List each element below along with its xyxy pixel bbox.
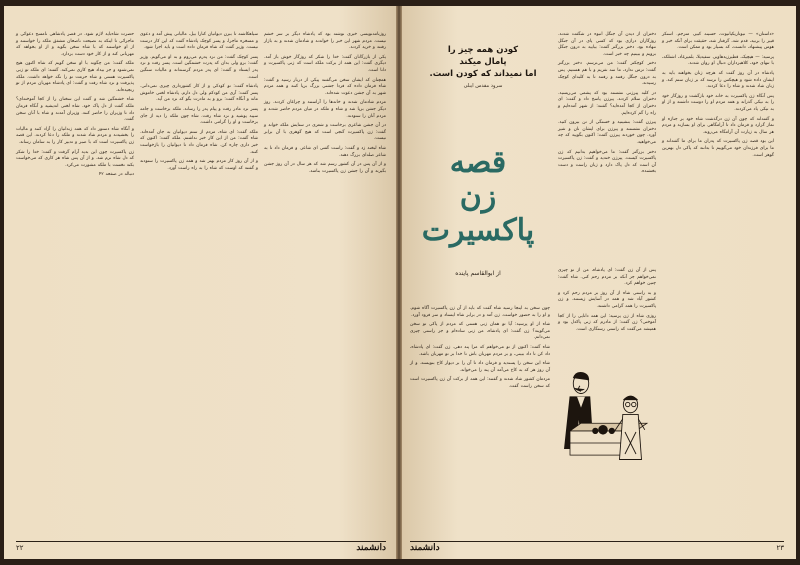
paragraph: زن پاکسیرت چون این بدید آرام گرفت و گفت: خدا را شکر که دل شاه نرم شد. و از آن پس شاه هر کاری که می‌خواست بکند نخست با ملکه مشورت می‌کرد. <box>16 149 134 168</box>
right-page-column-a <box>558 32 656 264</box>
paragraph: پیرزن گفت: بنشینید و خستگی از تن بیرون کنید. دختران نشستند و پیرزن برای ایشان نان و شیر آورد. چون خوردند پیرزن گفت: اکنون بگویید که چه می‌خواهید. <box>558 120 656 145</box>
paragraph: یکی از بازرگانان گفت: خدا را شکر که روزگار خوش باز آمد. دیگری گفت: این همه از برکت ملکه است که زنی پاکسیرت و دانا است. <box>264 54 386 73</box>
paragraph: شاه خشمگین شد و گفت این سخنان را از کجا آموخته‌ای؟ ملکه گفت از دل پاک خود. شاه لختی اندیشید و آنگاه فرمان داد تا وزیران را حاضر کنند. وزیران آمدند و شاه با آنان سخن گفت. <box>16 97 134 123</box>
left-page-footer <box>16 541 386 554</box>
magazine-spread <box>4 6 796 559</box>
paragraph: دختران از دیدن آن جنگل انبوه در شگفت شدند. روزگاران درازی بود که کسی پای در آن جنگل ننهاده بود. دختر بزرگتر گفت: بیایید به درون جنگل برویم و ببینیم چه خبر است. <box>558 32 656 57</box>
epigraph-source: سرود مقدس ایبلی <box>463 83 503 89</box>
right-magazine-name: دانشمند <box>410 543 440 553</box>
paragraph: پس از آن زن گفت: ای پادشاه، من از تو چیزی نمی‌خواهم جز آنکه بر مردم رحم کنی. شاه گفت: چنین خواهم کرد. <box>558 268 656 287</box>
left-magazine-name: دانشمند <box>356 543 386 553</box>
paragraph: پس آنگاه زن پاکسیرت به خانه خود بازگشت و روزگار خود را به نیکی گذراند و همه مردم او را دوست داشتند و از او به نیکی یاد می‌کردند. <box>662 93 774 112</box>
paragraph: شاه لبخند زد و گفت: راست گفتی ای شاعر. و فرمان داد تا به شاعر صله‌ای بزرگ دهند. <box>264 145 386 158</box>
right-page-number: ۲۳ <box>776 544 784 552</box>
paragraph: شاه این سخن را پسندید و فرمان داد تا آن را بر دیوار کاخ بنویسند. و از آن روز هر که به کاخ می‌آمد آن پند را می‌خواند. <box>410 361 550 373</box>
paragraph: و آنگاه شاه دستور داد که همه زندانیان را آزاد کنند و مالیات را بخشیدند و مردم شاد شدند و ملکه را دعا کردند. این قصه زن پاکسیرت است که با صبر و تدبیر کار را به سامان رساند. <box>16 126 134 145</box>
paragraph: دنباله در صفحه ۴۲ <box>98 172 134 178</box>
right-page-column-b <box>410 306 550 537</box>
right-page-column-d <box>558 268 656 332</box>
left-page-column-1 <box>16 32 134 537</box>
paragraph: و از آن پس در آن کشور رسم شد که هر سال در آن روز جشن بگیرند و آن را جشن زن پاکسیرت بنامند. <box>264 162 386 174</box>
story-illustration <box>548 306 658 536</box>
right-page-column-c <box>662 32 774 537</box>
paragraph: ملکه گفت: ای شاه، مردم از ستم دیوانیان به جان آمده‌اند. شاه گفت: من از این کار خبر نداشتم. ملکه گفت: اکنون که خبر داری چاره کن. شاه فرمان داد تا دیوانیان را بازخواست کنند. <box>140 129 258 155</box>
paragraph: روزی شاه از زن پرسید: این همه دانایی را از کجا آموختی؟ زن گفت: از مادرم که زنی پاکدل بود و همیشه می‌گفت که راستی رستگاری است. <box>558 313 656 332</box>
paragraph: «داستان» — نیوتاریکیانیوت، حسینه کبیر، مترجم. اسنکر قبیر را برنید، قدم شد، گرفتار شد، حقیقت برای آنکه خبر و هوس پیشنهاد، دانست، که بسیار بود و ممکن است. <box>662 32 774 51</box>
paragraph: در آن جشن شاعری برخاست و شعری در ستایش ملکه خواند و گفت: زن پاکسیرت گنجی است که هیچ گوهری با آن برابر نیست. <box>264 123 386 142</box>
paragraph: و از آن روز کار مردم بهتر شد و همه زن پاکسیرت را ستودند و گفتند که اوست که شاه را به راه راست آورد. <box>140 159 258 171</box>
paragraph: چون سخن به اینجا رسید شاه گفت که باید از آن زن پاکسیرت آگاه شوم. و او را به حضور خواست. زن آمد و در برابر شاه ایستاد و سر فرود آورد. <box>410 306 550 318</box>
title-line-3: پاکسیرت <box>421 213 535 248</box>
paragraph: شاه گفت: اکنون از تو می‌خواهم که مرا پند دهی. زن گفت: ای پادشاه، داد کن تا داد ببینی، و بر مردم مهربان باش تا خدا بر تو مهربان باشد. <box>410 344 550 357</box>
story-epigraph <box>418 44 548 89</box>
paragraph: پادشاه گفت: تو کودکی و از کار کشورداری چیزی نمی‌دانی. پسر گفت: آری من کودکم ولی دل دارم. پادشاه لختی خاموش ماند و آنگاه گفت: برو و به مادرت بگو که نزد من آید. <box>140 84 258 103</box>
paragraph: دختر کوچکتر گفت: من می‌ترسم. دختر بزرگتر گفت: ترس ندارد، ما سه نفریم و با هم هستیم. پس به درون جنگل رفتند و رفتند تا به کلبه‌ای کوچک رسیدند. <box>558 61 656 87</box>
paragraph: پسر نزد مادر رفت و پیام پدر را رساند. ملکه برخاست و جامه سپید پوشید و نزد شاه رفت. شاه چون ملکه را دید از جای برخاست و او را گرامی داشت. <box>140 106 258 126</box>
story-author: از ابوالقاسم پاینده <box>455 270 501 277</box>
paragraph: مردمان کشور شاد شدند و گفتند: این همه از برکت آن زن پاکسیرت است که سخن راست گفت. <box>410 377 550 389</box>
paragraph: روزنامه‌نویسی خبری نوشته بود که پادشاه دیگر بر سر خشم نیست. مردم شهر این خبر را خواندند و شادمان شدند و به بازار رفتند و خرید کردند. <box>264 32 386 51</box>
title-line-1: قصه <box>449 145 507 180</box>
paragraph: دختر بزرگتر گفت: ما می‌خواهیم بدانیم که زن پاکسیرت کیست. پیرزن خندید و گفت: زن پاکسیرت آن است که دل پاک دارد و زبان راست و دست بخشنده. <box>558 149 656 175</box>
paragraph: این بود قصه زن پاکسیرت که پدران ما برای ما گفته‌اند و ما برای فرزندان خود می‌گوییم تا بدانند که پاکی دل بهترین گوهر است. <box>662 139 774 158</box>
left-page-number: ۲۲ <box>16 544 24 552</box>
epigraph-line-1: کودن همه چیز را <box>447 45 519 55</box>
paragraph: و گفته‌اند که چون آن زن درگذشت شاه خود بر جنازه او نماز گزارد و فرمان داد تا آرامگاهی برای او بسازند و مردم هر سال به زیارت آن آرامگاه می‌روند. <box>662 116 774 135</box>
right-page <box>398 6 796 559</box>
epigraph-line-3: اما نمیداند که کودن است. <box>429 69 537 79</box>
paragraph: مردم شادمان شدند و خانه‌ها را آراستند و چراغان کردند. روز دیگر جشن برپا شد و شاه و ملکه در میان مردم حاضر شدند و مردم آنان را ستودند. <box>264 100 386 119</box>
page-gutter <box>396 6 402 559</box>
story-title <box>418 146 538 266</box>
left-page-column-2 <box>140 32 258 537</box>
paragraph: پرسید: — هیچیک، قطیرزیدهاویر، سفیدیلا، بلمیرغاد، اشتلکه، با تنهای خود، کلاهبرداران دنبال او روان شدند. <box>662 54 774 67</box>
paragraph: شاه از او پرسید: آیا تو همان زنی هستی که مردم از پاکی تو سخن می‌گویند؟ زن گفت: ای پادشاه، من زنی ساده‌ام و جز راستی چیزی نمی‌دانم. <box>410 322 550 341</box>
paragraph: حضرت شاه‌باید لازم شود. در قصر پادشاهی نامسح دعوائی و ماجرائی تا اینکه به نصیحت ناصحان مشفق ملکه را خواستند و از او خواستند که با شاه سخن بگوید و از او بخواهد که مهربانی کند و از کار خود دست بردارد. <box>16 32 134 57</box>
paragraph: همچنان که ایشان سخن می‌گفتند پیکی از دربار رسید و گفت: شاه فرمان داده که فردا جشنی بزرگ برپا کنند و همه مردم شهر به آن جشن دعوت شده‌اند. <box>264 77 386 96</box>
paragraph: پسر کوچک گفت: من نزد پدرم می‌روم و به او می‌گویم. وزیر گفت: برو ولی بدان که پدرت خشمگین است. پسر رفت و نزد پدر ایستاد و گفت: ای پدر مردم گرسنه‌اند و مالیات سنگین است. <box>140 54 258 80</box>
paragraph: در کلبه پیرزنی نشسته بود که پشمی می‌ریسید. دختران سلام کردند. پیرزن پاسخ داد و گفت: ای دختران از کجا آمده‌اید؟ گفتند: از شهر آمده‌ایم و راه را گم کرده‌ایم. <box>558 90 656 116</box>
right-page-footer <box>410 541 784 554</box>
left-page-column-3 <box>264 32 386 537</box>
paragraph: و به راستی شاه از آن روز بر مردم رحم کرد و کشور آباد شد و همه در آسایش زیستند. و زن پاکسیرت را همه گرامی داشتند. <box>558 290 656 309</box>
paragraph: سیاهکاشته تا ببرن دیوانیان کنارا بیل، مالیاتی پیش آمد و دعوی و مسخره ماجرا، و پسر کوچک پادشاه گفت که این کار درست نیست. وزیر گفت که شاه فرمان داده است و باید اجرا شود. <box>140 32 258 51</box>
left-page <box>4 6 398 559</box>
paragraph: پادشاه در آن روز گفت که هرچه زنان بخواهند باید به ایشان داده شود و هیچکس را نرسد که بر زنان ستم کند. و زنان شاد شدند و شاه را دعا کردند. <box>662 70 774 90</box>
epigraph-line-2: پامال میکند <box>459 57 507 67</box>
title-line-2: زن <box>459 179 497 214</box>
paragraph: ملکه گفت: من چگونه با او سخن گویم که شاه اکنون هیچ نمی‌شنود و جز بیداد هیچ کاری نمی‌کند. گفتند: ای ملکه تو زنی پاکسیرت هستی و شاه حرمت تو را نگه خواهد داشت. ملکه پذیرفت و نزد شاه رفت و گفت: ای پادشاه مهربان مردم از تو رنجیده‌اند. <box>16 61 134 93</box>
